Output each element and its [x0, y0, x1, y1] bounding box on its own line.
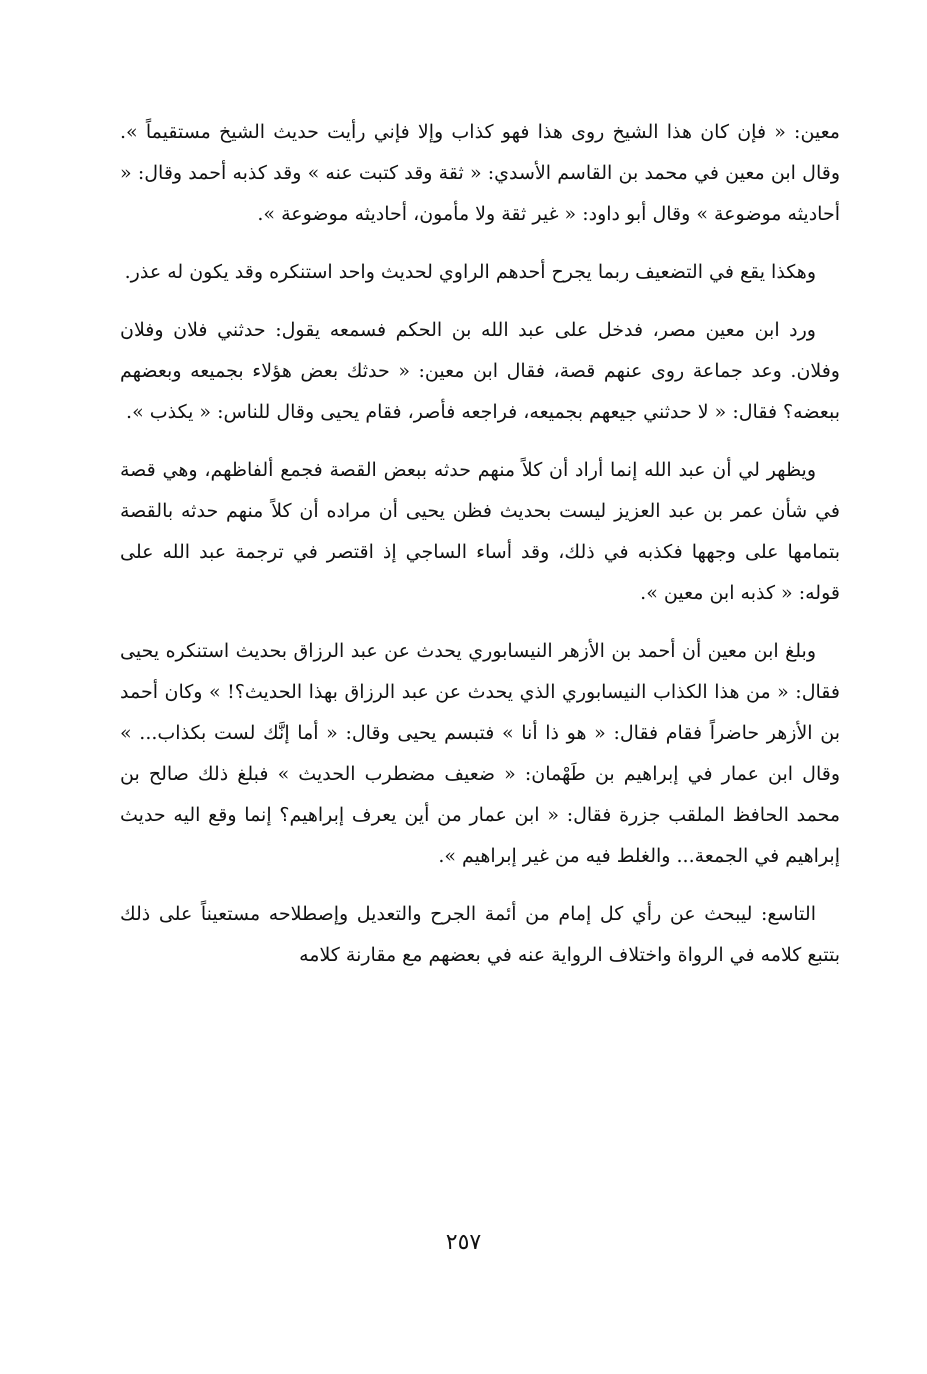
paragraph-6: التاسع: ليبحث عن رأي كل إمام من أئمة الجرح والتعديل وإصطلاحه مستعيناً على ذلك بتتبع كلامه في الرواة واختلاف الرواية عنه في بعضهم مع مقارنة كلامه: [120, 903, 840, 966]
paragraph-2: وهكذا يقع في التضعيف ربما يجرح أحدهم الراوي لحديث واحد استنكره وقد يكون له عذر.: [124, 261, 816, 283]
paragraph-5: وبلغ ابن معين أن أحمد بن الأزهر النيسابوري يحدث عن عبد الرزاق بحديث استنكره يحيى فقال: « من هذا الكذاب النيسابوري الذي يحدث عن عبد الرزاق بهذا الحديث؟! » وكان أحمد بن الأزهر حاضراً فقام فقال: « هو ذا أنا » فتبسم يحيى وقال: « أما إنَّك لست بكذاب... » وقال ابن عمار في إبراهيم بن طَهْمان: « ضعيف مضطرب الحديث » فبلغ ذلك صالح بن محمد الحافظ الملقب جزرة فقال: « ابن عمار من أين يعرف إبراهيم؟ إنما وقع اليه حديث إبراهيم في الجمعة... والغلط فيه من غير إبراهيم ».: [120, 640, 840, 867]
page-number: ٢٥٧: [445, 1230, 482, 1255]
page-body-text: [120, 112, 840, 993]
paragraph-4: ويظهر لي أن عبد الله إنما أراد أن كلاً منهم حدثه ببعض القصة فجمع ألفاظهم، وهي قصة في شأن عمر بن عبد العزيز ليست بحديث فظن يحيى أن مراده أن كلاً منهم حدثه بالقصة بتمامها على وجهها فكذبه في ذلك، وقد أساء الساجي إذ اقتصر في ترجمة عبد الله على قوله: « كذبه ابن معين ».: [120, 459, 840, 604]
paragraph-3: ورد ابن معين مصر، فدخل على عبد الله بن الحكم فسمعه يقول: حدثني فلان وفلان وفلان. وعد جماعة روى عنهم قصة، فقال ابن معين: « حدثك بعض هؤلاء بجميعه وبعضهم ببعضه؟ فقال: « لا حدثني جيعهم بجميعه، فراجعه فأصر، فقام يحيى وقال للناس: « يكذب ».: [120, 319, 840, 423]
paragraph-1: معين: « فإن كان هذا الشيخ روى هذا فهو كذاب وإلا فإني رأيت حديث الشيخ مستقيماً ». وقال ابن معين في محمد بن القاسم الأسدي: « ثقة وقد كتبت عنه » وقد كذبه أحمد وقال: « أحاديثه موضوعة » وقال أبو داود: « غير ثقة ولا مأمون، أحاديثه موضوعة ».: [120, 121, 840, 225]
